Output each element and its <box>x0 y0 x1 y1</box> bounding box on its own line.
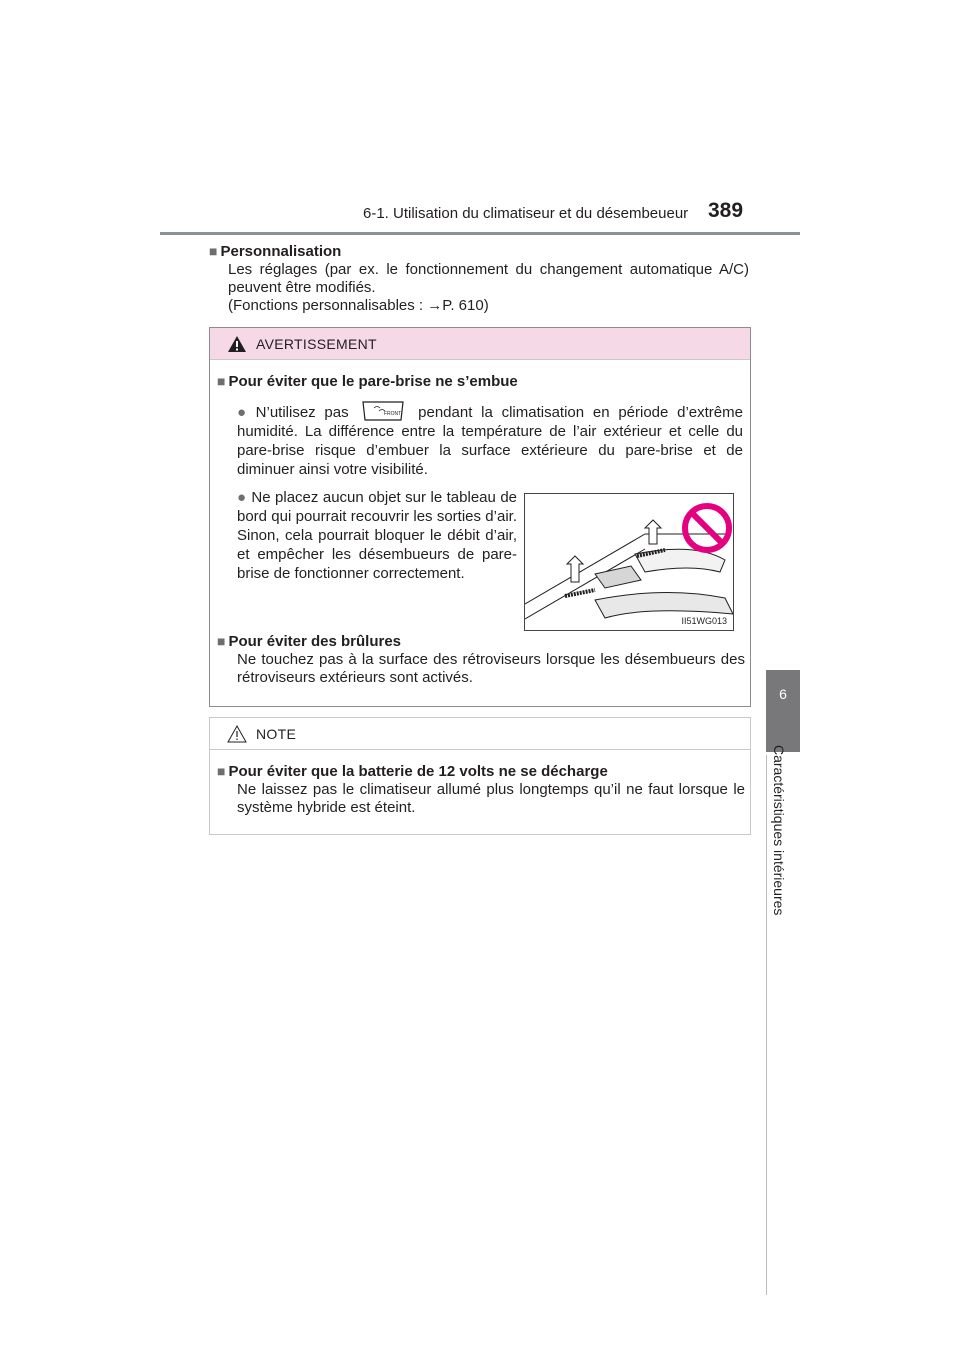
dashboard-illustration <box>524 493 734 631</box>
square-bullet-icon: ■ <box>209 243 218 259</box>
figure-code: II51WG013 <box>681 616 727 626</box>
running-header: 6-1. Utilisation du climatiseur et du désembeueur <box>363 205 689 222</box>
warning-item-title: Pour éviter des brûlures <box>228 633 402 650</box>
section-title: Personnalisation <box>220 243 342 260</box>
warning-triangle-icon <box>227 335 247 353</box>
square-bullet-icon: ■ <box>217 763 226 779</box>
caution-triangle-icon <box>227 725 247 743</box>
note-item-battery <box>217 762 745 817</box>
round-bullet-icon: ● <box>237 404 251 421</box>
page-number: 389 <box>708 199 744 222</box>
note-item-text: Ne laissez pas le climatiseur allumé plus longtemps qu’il ne faut lorsque le système hybride est éteint. <box>237 781 745 816</box>
note-box <box>209 717 751 835</box>
header-rule <box>160 232 800 235</box>
section-text: Les réglages (par ex. le fonctionnement du changement automatique A/C) peuvent être modifiés. <box>228 261 749 296</box>
note-title: NOTE <box>256 726 297 742</box>
personalisation-section <box>209 242 749 315</box>
warning-item-title: Pour éviter que le pare-brise ne s’embue <box>228 373 518 390</box>
page-reference: (Fonctions personnalisables : →P. 610) <box>228 297 489 314</box>
warning-item-burn <box>217 632 745 687</box>
chapter-label: Caractéristiques intérieures <box>771 745 787 916</box>
round-bullet-icon: ● <box>237 489 247 506</box>
warning-bullet-humidity: ● N’utilisez pas FRONT pendant la climatisation en période d’extrême humidité. La différence entre la température de l’air extérieur et celle du pare-brise risque d’embuer la surface extérieure du pare-brise et de diminuer ainsi votre visibilité. <box>237 400 743 479</box>
note-header <box>210 718 750 750</box>
square-bullet-icon: ■ <box>217 373 226 389</box>
warning-header <box>210 328 750 360</box>
square-bullet-icon: ■ <box>217 633 226 649</box>
warning-title: AVERTISSEMENT <box>256 336 377 352</box>
warning-box <box>209 327 751 707</box>
front-defroster-button-icon <box>361 400 405 422</box>
svg-text:FRONT: FRONT <box>384 411 402 417</box>
chapter-number: 6 <box>779 686 787 702</box>
warning-bullet-dashboard: ● Ne placez aucun objet sur le tableau de bord qui pourrait recouvrir les sorties d’air. Sinon, cela pourrait bloquer le débit d’air, et empêcher les désembueurs de pare-brise de fonctionner correctement. <box>237 489 518 582</box>
warning-item-fog <box>217 372 745 391</box>
warning-item-text: Ne touchez pas à la surface des rétroviseurs lorsque les désembueurs des rétroviseurs extérieurs sont activés. <box>237 651 745 686</box>
chapter-tab <box>766 670 800 752</box>
note-item-title: Pour éviter que la batterie de 12 volts ne se décharge <box>228 763 608 780</box>
dashboard-vents-image <box>525 494 733 630</box>
